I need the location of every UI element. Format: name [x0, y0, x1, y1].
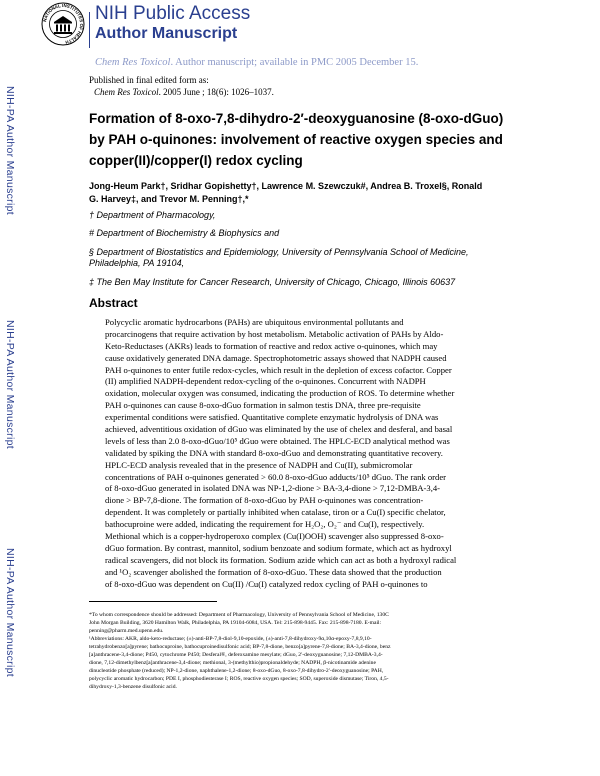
pmc-availability-line	[95, 57, 418, 68]
header-divider	[89, 12, 90, 48]
pmc-availability-text: . Author manuscript; available in PMC 2005 December 15.	[170, 57, 419, 68]
abstract-line: validated by spiking the DNA with standard 8-oxo-dGuo and demonstrating quantitative recovery.	[105, 447, 443, 458]
abstract-line: dione > BP-7,8-dione. The formation of 8-oxo-dGuo by PAH o-quinones was concentration-	[105, 495, 424, 506]
abstract-line: procarcinogens that require activation by host metabolism. Metabolic activation of PAHs by Aldo-	[105, 328, 444, 339]
footnote-line: [a]anthracene-3,4-dione; P450, cytochrome P450; Desferal®, deferoxamine mesylate; dGuo, 2′-deoxyguanosine; 7,12-DMBA-3,4-	[89, 652, 383, 659]
affiliation: ‡ The Ben May Institute for Cancer Research, University of Chicago, Chicago, Illinois 60637	[89, 277, 456, 287]
affiliation: † Department of Pharmacology,	[89, 210, 216, 220]
side-watermark: NIH-PA Author Manuscript	[4, 320, 16, 449]
abstract-line: and ¹O₂ scavenger abolished the formation of 8-oxo-dGuo. These data showed that the production	[105, 566, 442, 577]
author-manuscript-label: Author Manuscript	[95, 25, 238, 42]
article-title	[89, 108, 561, 171]
title-line: copper(II)/copper(I) redox cycling	[89, 153, 303, 168]
abstract-line: (II) amplified NADPH-dependent redox-cycling of the o-quinones. Concurrent with NADPH	[105, 376, 426, 387]
footnotes	[89, 611, 559, 691]
abstract-line: bathocuproine were added, indicating the requirement for H₂O₂, O₂⁻ and Cu(I), respectively.	[105, 519, 425, 530]
footnote-line: penning@pharm.med.upenn.edu.	[89, 628, 164, 635]
abstract-line: concentrations of PAH o-quinones generated > 60.0 8-oxo-dGuo adducts/10⁵ dGuo. The rank order	[105, 471, 447, 482]
abstract-line: achieved, adventitious oxidation of dGuo was eliminated by the use of chelex and desferal, and basal	[105, 424, 453, 435]
abstract-line: cause oxidatively generated DNA damage. Spectrophotometric assays showed that NADPH caused	[105, 352, 447, 363]
abstract-line: experimental conditions were satisfied. Quantitative complete enzymatic hydrolysis of DNA was	[105, 412, 439, 423]
citation	[94, 87, 274, 97]
published-label: Published in final edited form as:	[89, 75, 209, 85]
footnote-line: dione, 7,12-dimethylbenz[a]anthracene-3,4-dione; methional, 3-(methylthio)propionaldehyde; NADPH, β-nicotinamide adenine	[89, 660, 376, 667]
abstract-line: PAH o-quinones can cause 8-oxo-dGuo formation in salmon testis DNA, three pre-requisite	[105, 400, 421, 411]
svg-text:NATIONAL INSTITUTES OF HEALTH: NATIONAL INSTITUTES OF HEALTH	[42, 2, 85, 45]
abstract-heading: Abstract	[89, 296, 138, 310]
footnote-line: tetrahydrobenzo[a]pyrene; bathocuproine, bathocuproinedisulfonic acid; BP-7,8-dione, benzo[a]pyrene-7,8-dione; BA-3,4-dione, benz	[89, 644, 391, 651]
side-watermark: NIH-PA Author Manuscript	[4, 548, 16, 677]
nih-seal-icon	[41, 2, 85, 46]
footnote-divider	[89, 601, 217, 602]
abstract-line: Keto-Reductases (AKRs) leads to formation of reactive and redox active o-quinones, which may	[105, 340, 438, 351]
abstract-line: HPLC-ECD analysis revealed that in the presence of NADPH and Cu(II), submicromolar	[105, 459, 413, 470]
affiliation: Philadelphia, PA 19104,	[89, 258, 185, 268]
footnote-line: polycyclic aromatic hydrocarbon; PDE I, phosphodiesterase I; ROS, reactive oxygen species; SOD, superoxide dismutase; Tiron, 4,5-	[89, 676, 389, 683]
side-watermark: NIH-PA Author Manuscript	[4, 86, 16, 215]
citation-details: . 2005 June ; 18(6): 1026–1037.	[158, 87, 274, 97]
abstract-body	[105, 317, 557, 590]
title-line: by PAH o-quinones: involvement of reactive oxygen species and	[89, 132, 503, 147]
affiliation: # Department of Biochemistry & Biophysics and	[89, 228, 280, 238]
footnote-line: John Morgan Building, 3620 Hamilton Walk, Philadelphia, PA 19104-6084, USA. Tel: 215-898-9445. Fax: 215-898-7180. E-mail:	[89, 620, 382, 627]
footnote-line: ¹Abbreviations: AKR, aldo-keto-reductase; (±)-anti-BP-7,8-diol-9,10-epoxide, (±)-anti-7,8-dihydroxy-9α,10α-epoxy-7,8,9,10-	[89, 636, 372, 643]
abstract-line: of 8-oxo-dGuo generated in isolated DNA was NP-1,2-dione > BA-3,4-dione > 7,12-DMBA-3,4-	[105, 483, 441, 494]
abstract-line: oxidation, molecular oxygen was consumed, indicating the production of ROS. To determine whether	[105, 388, 455, 399]
abstract-line: dGuo formation. By contrast, mannitol, sodium benzoate and sodium formate, which act as hydroxyl	[105, 542, 452, 553]
citation-journal: Chem Res Toxicol	[94, 87, 159, 97]
abstract-line: radical scavengers, did not block its formation. Sodium azide which can act as both a hydroxyl radical	[105, 554, 457, 565]
abstract-line: Polycyclic aromatic hydrocarbons (PAHs) are ubiquitous environmental pollutants and	[105, 317, 404, 327]
abstract-line: PAH o-quinones to enter futile redox-cycles, which result in the depletion of excess cofactor. Copper	[105, 364, 452, 375]
abstract-line: levels of less than 2.0 8-oxo-dGuo/10⁵ dGuo were obtained. The HPLC-ECD analytical method was	[105, 435, 450, 446]
footnote-line: *To whom correspondence should be addressed: Department of Pharmacology, University of Pennsylvania School of Medicine, 130C	[89, 612, 389, 618]
abstract-line: Methional which is a copper-hydroperoxo complex (Cu(I)OOH) scavenger also suppressed 8-oxo-	[105, 531, 444, 542]
pmc-journal: Chem Res Toxicol	[95, 57, 171, 68]
footnote-line: dinucleotide phosphate (reduced); NP-1,2-dione, naphthalene-1,2-dione; 8-oxo-dGuo, 8-oxo-7,8-dihydro-2′-deoxyguanosine; PAH,	[89, 668, 384, 675]
footnote-line: dihydroxy-1,3-benzene disulfonic acid.	[89, 684, 177, 691]
public-access-title: NIH Public Access	[95, 3, 251, 24]
author-list	[89, 180, 567, 206]
abstract-line: of 8-oxo-dGuo was dependent on Cu(II) /Cu(I) catalyzed redox cycling of PAH o-quinones to	[105, 578, 428, 589]
abstract-line: dependent. It was completely or partially inhibited when catalase, tiron or a Cu(I) specific chelator,	[105, 507, 446, 518]
authors-line: G. Harvey‡, and Trevor M. Penning†,*	[89, 194, 249, 204]
authors-line: Jong-Heum Park†, Sridhar Gopishetty†, Lawrence M. Szewczuk#, Andrea B. Troxel§, Ronald	[89, 181, 483, 191]
affiliation: § Department of Biostatistics and Epidemiology, University of Pennsylvania School of Medicine,	[89, 247, 469, 257]
title-line: Formation of 8-oxo-7,8-dihydro-2′-deoxyguanosine (8-oxo-dGuo)	[89, 111, 504, 126]
